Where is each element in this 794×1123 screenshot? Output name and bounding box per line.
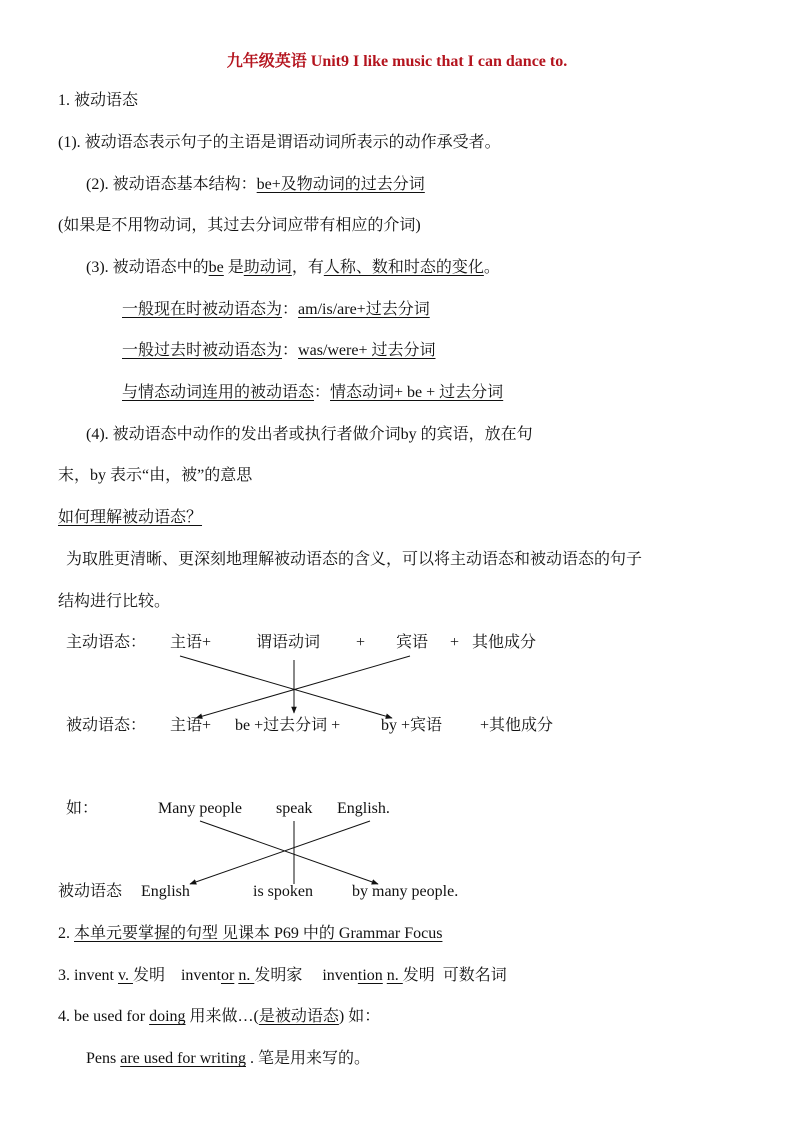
section-4-prefix: 4. be used for: [58, 1008, 150, 1025]
point-3-be: be: [208, 259, 224, 276]
word-invent-meaning: 发明: [132, 967, 165, 984]
point-2-formula: be+及物动词的过去分词: [256, 176, 425, 193]
question-text-1: 为取胜更清晰、更深刻地理解被动语态的含义，可以将主动语态和被动语态的句子: [66, 551, 643, 568]
section-1-heading: 1. 被动语态: [58, 92, 139, 109]
word-invent: invent: [74, 967, 114, 984]
word-inventor-suffix: or: [220, 967, 235, 984]
point-2-prefix: (2). 被动语态基本结构：: [86, 176, 257, 193]
passive-label: 被动语态：: [66, 717, 147, 734]
arrow-subject-to-by: [180, 656, 392, 718]
point-3-mid2: ，有: [291, 259, 324, 276]
passive-by: by +宾语: [381, 717, 443, 734]
tense-past-sep: ：: [282, 342, 299, 359]
passive-be: be +过去分词 +: [235, 717, 341, 734]
section-3: [58, 966, 507, 986]
tense-present-sep: ：: [282, 301, 299, 318]
tense-present-formula: am/is/are+过去分词: [298, 301, 430, 318]
arrow-people-to-by: [200, 821, 378, 884]
point-3-change: 人称、数和时态的变化: [323, 259, 484, 276]
example-active-subject: Many people: [158, 800, 242, 817]
point-4-line-2: 末，by 表示“由，被”的意思: [58, 467, 253, 484]
word-invention-meaning: 发明: [402, 967, 435, 984]
word-inventor-meaning: 发明家: [254, 967, 303, 984]
section-4-passive: 是被动语态: [258, 1008, 339, 1025]
question-text-2: 结构进行比较。: [58, 593, 171, 610]
tense-past-formula: was/were+ 过去分词: [298, 342, 436, 359]
active-object: 宾语: [396, 634, 429, 651]
point-1: (1). 被动语态表示句子的主语是谓语动词所表示的动作承受者。: [58, 134, 501, 151]
tense-modal-label: 与情态动词连用的被动语态: [122, 384, 315, 401]
word-invent-pos: v.: [118, 967, 133, 984]
point-3-end: 。: [483, 259, 500, 276]
tense-present-label: 一般现在时被动语态为: [122, 301, 283, 318]
active-other: 其他成分: [472, 634, 537, 651]
section-4-example: [86, 1049, 370, 1069]
active-plus-1: +: [356, 634, 366, 651]
page-title: 九年级英语 Unit9 I like music that I can dance to.: [226, 53, 568, 70]
question-heading: 如何理解被动语态？: [58, 509, 203, 526]
section-4-example-post: . 笔是用来写的。: [245, 1050, 370, 1067]
word-invention-stem: inven: [322, 967, 358, 984]
section-4: [58, 1007, 380, 1027]
word-invention-suffix: tion: [357, 967, 383, 984]
word-inventor-stem: invent: [180, 967, 221, 984]
arrow-english-to-subject: [190, 821, 370, 884]
word-invention-note: 可数名词: [442, 967, 507, 984]
section-2: [58, 924, 442, 944]
example-passive-by: by many people.: [352, 883, 459, 900]
tense-past-label: 一般过去时被动语态为: [122, 342, 283, 359]
active-verb: 谓语动词: [256, 634, 321, 651]
example-active-object: English.: [337, 800, 390, 817]
section-4-example-pre: Pens: [86, 1050, 121, 1067]
active-subject: 主语+: [170, 634, 212, 651]
section-3-num: 3.: [58, 967, 74, 984]
example-passive-label: 被动语态: [58, 883, 123, 900]
point-3-prefix: (3). 被动语态中的: [86, 259, 209, 276]
example-active-verb: speak: [276, 800, 313, 817]
tense-modal-formula: 情态动词+ be + 过去分词: [330, 384, 504, 401]
passive-subject: 主语+: [170, 717, 212, 734]
word-inventor-pos: n.: [238, 967, 255, 984]
passive-other: +其他成分: [480, 717, 554, 734]
point-3-mid1: 是: [223, 259, 244, 276]
word-invention-pos: n.: [386, 967, 403, 984]
point-3-aux: 助动词: [243, 259, 292, 276]
arrow-object-to-subject: [196, 656, 410, 718]
section-4-mid: 用来做…(: [185, 1008, 259, 1025]
active-label: 主动语态：: [66, 634, 147, 651]
section-2-text: 本单元要掌握的句型 见课本 P69 中的 Grammar Focus: [74, 925, 443, 942]
example-passive-verb: is spoken: [253, 883, 313, 900]
section-2-num: 2.: [58, 925, 74, 942]
point-4-line-1: (4). 被动语态中动作的发出者或执行者做介词by 的宾语，放在句: [86, 426, 533, 443]
section-4-doing: doing: [149, 1008, 186, 1025]
section-4-end: ) 如：: [338, 1008, 381, 1025]
active-plus-2: +: [450, 634, 460, 651]
example-passive-subject: English: [141, 883, 190, 900]
point-2-note: (如果是不用物动词，其过去分词应带有相应的介词): [58, 217, 421, 234]
example-label: 如：: [66, 800, 99, 817]
tense-modal-sep: ：: [314, 384, 331, 401]
section-4-example-phrase: are used for writing: [120, 1050, 246, 1067]
